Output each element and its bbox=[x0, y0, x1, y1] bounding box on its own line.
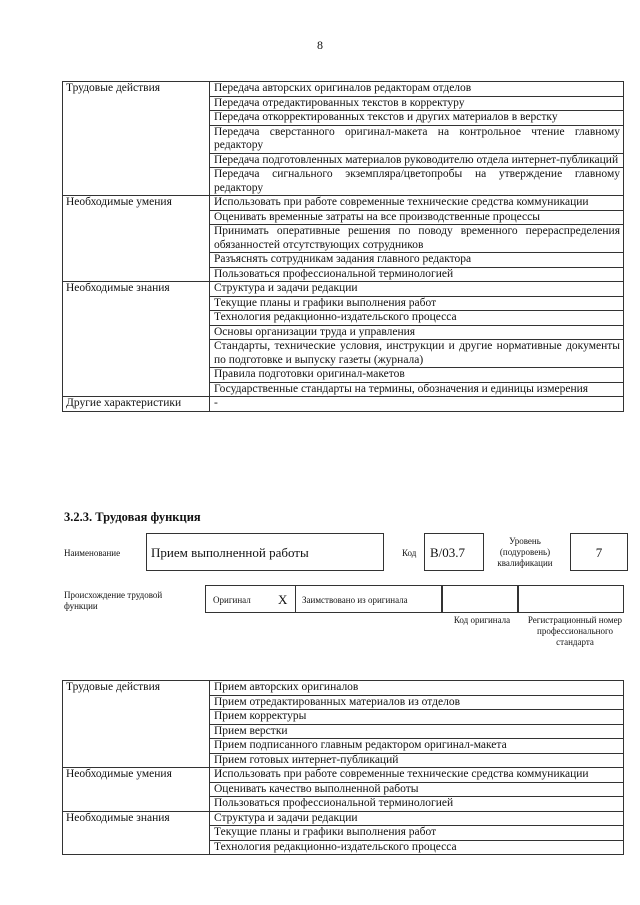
table-row bbox=[63, 282, 624, 297]
category-cell: Необходимые умения bbox=[63, 196, 210, 282]
table-row bbox=[63, 397, 624, 412]
item-cell: Использовать при работе современные технические средства коммуникации bbox=[210, 768, 624, 783]
original-cell bbox=[205, 585, 295, 613]
category-cell: Трудовые действия bbox=[63, 82, 210, 196]
item-cell: Использовать при работе современные технические средства коммуникации bbox=[210, 196, 624, 211]
item-cell: Структура и задачи редакции bbox=[210, 811, 624, 826]
item-cell: Разъяснять сотрудникам задания главного редактора bbox=[210, 253, 624, 268]
borrowed-label: Заимствовано из оригинала bbox=[302, 595, 408, 605]
original-label: Оригинал bbox=[213, 595, 251, 605]
item-cell: Структура и задачи редакции bbox=[210, 282, 624, 297]
item-cell: Передача отредактированных текстов в корректуру bbox=[210, 96, 624, 111]
category-cell: Необходимые знания bbox=[63, 282, 210, 397]
code-original-caption: Код оригинала bbox=[453, 615, 511, 625]
item-cell: Прием подписанного главным редактором оригинал-макета bbox=[210, 739, 624, 754]
qualification-level-box bbox=[570, 533, 628, 571]
item-cell: Передача сигнального экземпляра/цветопробы на утверждение главному редактору bbox=[210, 168, 624, 196]
table-row bbox=[63, 196, 624, 211]
reg-number-caption: Регистрационный номер профессионального стандарта bbox=[527, 615, 623, 647]
item-cell: Передача подготовленных материалов руководителю отдела интернет-публикаций bbox=[210, 153, 624, 168]
section-title: 3.2.3. Трудовая функция bbox=[64, 510, 201, 524]
name-label: Наименование bbox=[64, 548, 121, 558]
category-cell: Необходимые знания bbox=[63, 811, 210, 855]
table-row bbox=[63, 82, 624, 97]
work-function-table-top bbox=[62, 81, 624, 412]
item-cell: Оценивать временные затраты на все производственные процессы bbox=[210, 210, 624, 225]
qualification-level-label: Уровень (подуровень) квалификации bbox=[497, 536, 553, 568]
table-row bbox=[63, 811, 624, 826]
reg-number-cell bbox=[518, 585, 624, 613]
page-number: 8 bbox=[317, 38, 323, 52]
item-cell: Стандарты, технические условия, инструкции и другие нормативные документы по подготовке и выпуску газеты (журнала) bbox=[210, 340, 624, 368]
work-function-table-bottom bbox=[62, 680, 624, 855]
qualification-level-value: 7 bbox=[595, 545, 603, 560]
item-cell: Прием верстки bbox=[210, 724, 624, 739]
origin-label: Происхождение трудовой функции bbox=[64, 590, 163, 611]
code-label: Код bbox=[402, 548, 417, 558]
item-cell: Технология редакционно-издательского процесса bbox=[210, 840, 624, 855]
item-cell: Правила подготовки оригинал-макетов bbox=[210, 368, 624, 383]
table-row bbox=[63, 681, 624, 696]
borrowed-cell bbox=[295, 585, 442, 613]
item-cell: - bbox=[210, 397, 624, 412]
name-value: Прием выполненной работы bbox=[151, 545, 309, 560]
item-cell: Пользоваться профессиональной терминологией bbox=[210, 267, 624, 282]
category-cell: Необходимые умения bbox=[63, 768, 210, 812]
item-cell: Оценивать качество выполненной работы bbox=[210, 782, 624, 797]
item-cell: Передача откорректированных текстов и других материалов в верстку bbox=[210, 111, 624, 126]
item-cell: Текущие планы и графики выполнения работ bbox=[210, 826, 624, 841]
category-cell: Трудовые действия bbox=[63, 681, 210, 768]
item-cell: Основы организации труда и управления bbox=[210, 325, 624, 340]
category-cell: Другие характеристики bbox=[63, 397, 210, 412]
code-value: B/03.7 bbox=[430, 545, 466, 560]
item-cell: Прием отредактированных материалов из отделов bbox=[210, 695, 624, 710]
item-cell: Текущие планы и графики выполнения работ bbox=[210, 296, 624, 311]
code-original-cell bbox=[442, 585, 518, 613]
name-value-box bbox=[146, 533, 384, 571]
code-value-box bbox=[424, 533, 484, 571]
item-cell: Передача сверстанного оригинал-макета на контрольное чтение главному редактору bbox=[210, 125, 624, 153]
item-cell: Принимать оперативные решения по поводу временного перераспределения обязанностей отсутствующих сотрудников bbox=[210, 225, 624, 253]
origin-row bbox=[205, 585, 624, 613]
item-cell: Передача авторских оригиналов редакторам отделов bbox=[210, 82, 624, 97]
original-mark: X bbox=[278, 592, 288, 607]
item-cell: Государственные стандарты на термины, обозначения и единицы измерения bbox=[210, 382, 624, 397]
item-cell: Прием авторских оригиналов bbox=[210, 681, 624, 696]
item-cell: Пользоваться профессиональной терминологией bbox=[210, 797, 624, 812]
item-cell: Технология редакционно-издательского процесса bbox=[210, 311, 624, 326]
item-cell: Прием готовых интернет-публикаций bbox=[210, 753, 624, 768]
item-cell: Прием корректуры bbox=[210, 710, 624, 725]
table-row bbox=[63, 768, 624, 783]
